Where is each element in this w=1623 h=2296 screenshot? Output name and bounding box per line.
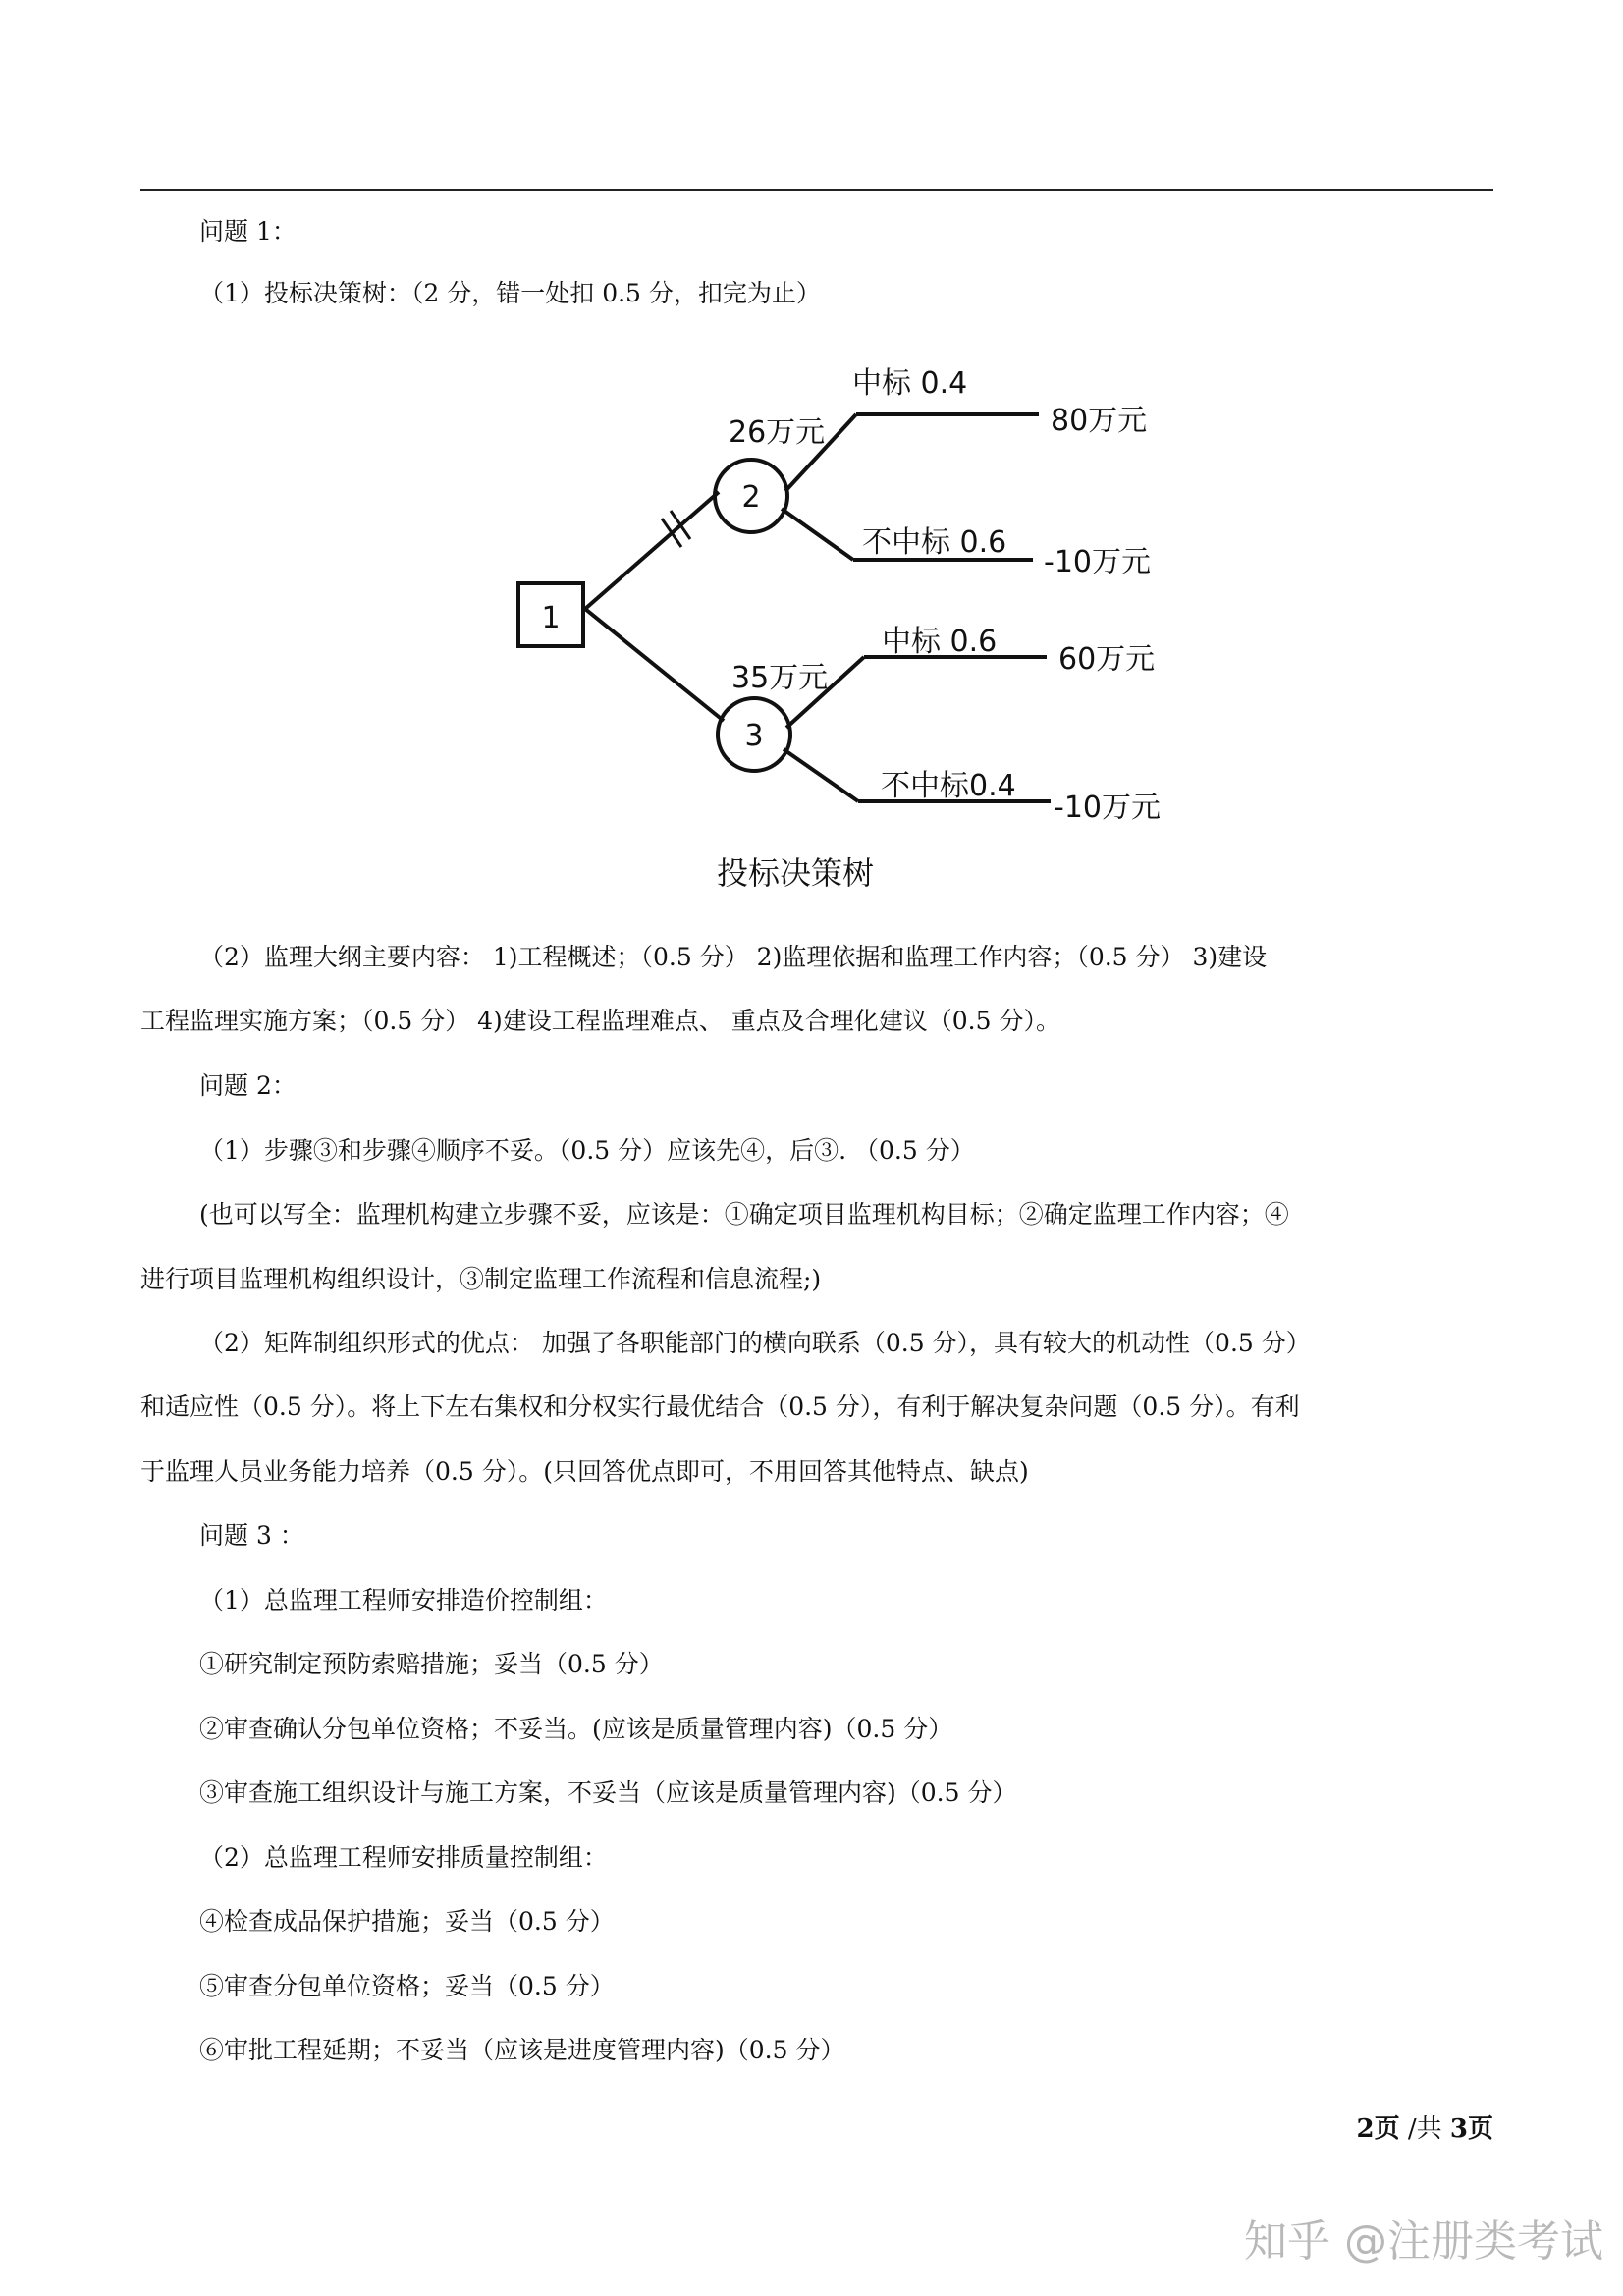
node-1-label: 1 bbox=[541, 601, 561, 635]
q3-line-7: ⑤审查分包单位资格；妥当（0.5 分） bbox=[199, 1972, 615, 2000]
decision-tree-caption: 投标决策树 bbox=[716, 854, 875, 892]
q2-line-3: 进行项目监理机构组织设计，③制定监理工作流程和信息流程;) bbox=[140, 1265, 822, 1293]
node-2-lose-label: 不中标 0.6 bbox=[862, 525, 1007, 560]
q2-line-1: （1）步骤③和步骤④顺序不妥。（0.5 分）应该先④，后③. （0.5 分） bbox=[199, 1136, 975, 1165]
question-3-heading: 问题 3 ： bbox=[199, 1521, 304, 1550]
q3-line-1: （1）总监理工程师安排造价控制组： bbox=[199, 1586, 608, 1614]
node3-lose-branch bbox=[784, 749, 858, 801]
node2-lose-branch bbox=[782, 509, 853, 560]
node-3-win-label: 中标 0.6 bbox=[882, 625, 998, 659]
decision-tree-diagram bbox=[491, 344, 1198, 903]
page-number: 2页 bbox=[1356, 2114, 1400, 2144]
node-3-label: 3 bbox=[744, 719, 764, 753]
q3-line-3: ②审查确认分包单位资格；不妥当。(应该是质量管理内容)（0.5 分） bbox=[199, 1715, 953, 1743]
q3-line-8: ⑥审批工程延期；不妥当（应该是进度管理内容)（0.5 分） bbox=[199, 2036, 845, 2064]
branch-to-node-3 bbox=[585, 609, 724, 721]
node-3-expected-value: 35万元 bbox=[731, 661, 829, 695]
branch-to-node-2 bbox=[585, 492, 719, 609]
node-2-expected-value: 26万元 bbox=[729, 415, 826, 450]
question-2-heading: 问题 2： bbox=[199, 1071, 297, 1100]
node-3-win-payoff: 60万元 bbox=[1058, 642, 1156, 677]
node-3-lose-label: 不中标0.4 bbox=[881, 769, 1016, 803]
q2-line-4: （2）矩阵制组织形式的优点： 加强了各职能部门的横向联系（0.5 分），具有较大的机动性（0.5 分） bbox=[199, 1329, 1311, 1357]
header-rule bbox=[140, 189, 1493, 191]
zhihu-watermark: 知乎 @注册类考试 bbox=[1244, 2216, 1603, 2267]
q2-line-6: 于监理人员业务能力培养（0.5 分）。(只回答优点即可，不用回答其他特点、缺点) bbox=[140, 1457, 1029, 1486]
page-footer bbox=[1357, 2112, 1493, 2146]
node-2-win-payoff: 80万元 bbox=[1051, 404, 1148, 438]
q2-line-2: (也可以写全：监理机构建立步骤不妥，应该是：①确定项目监理机构目标；②确定监理工作内容；④ bbox=[199, 1200, 1289, 1229]
node-2-label: 2 bbox=[741, 480, 761, 515]
q3-line-6: ④检查成品保护措施；妥当（0.5 分） bbox=[199, 1907, 615, 1936]
q2-line-5: 和适应性（0.5 分）。将上下左右集权和分权实行最优结合（0.5 分），有利于解决复杂问题（0.5 分）。有利 bbox=[140, 1393, 1300, 1421]
q3-line-2: ①研究制定预防索赔措施；妥当（0.5 分） bbox=[199, 1650, 664, 1678]
node-2-win-label: 中标 0.4 bbox=[852, 366, 968, 401]
q3-line-5: （2）总监理工程师安排质量控制组： bbox=[199, 1843, 608, 1872]
q1-item-1: （1）投标决策树：（2 分，错一处扣 0.5 分，扣完为止） bbox=[199, 279, 821, 307]
page-total: 3页 bbox=[1449, 2114, 1493, 2144]
node-2-lose-payoff: -10万元 bbox=[1044, 545, 1151, 579]
node-3-lose-payoff: -10万元 bbox=[1054, 791, 1161, 825]
page-separator: /共 bbox=[1399, 2114, 1450, 2144]
question-1-heading: 问题 1： bbox=[199, 217, 297, 246]
q1-item-2-line-2: 工程监理实施方案；（0.5 分） 4)建设工程监理难点、 重点及合理化建议（0.5 分）。 bbox=[140, 1007, 1060, 1035]
q3-line-4: ③审查施工组织设计与施工方案，不妥当（应该是质量管理内容)（0.5 分） bbox=[199, 1778, 1017, 1807]
q1-item-2-line-1: （2）监理大纲主要内容： 1)工程概述；（0.5 分） 2)监理依据和监理工作内容；（0.5 分） 3)建设 bbox=[199, 943, 1268, 971]
